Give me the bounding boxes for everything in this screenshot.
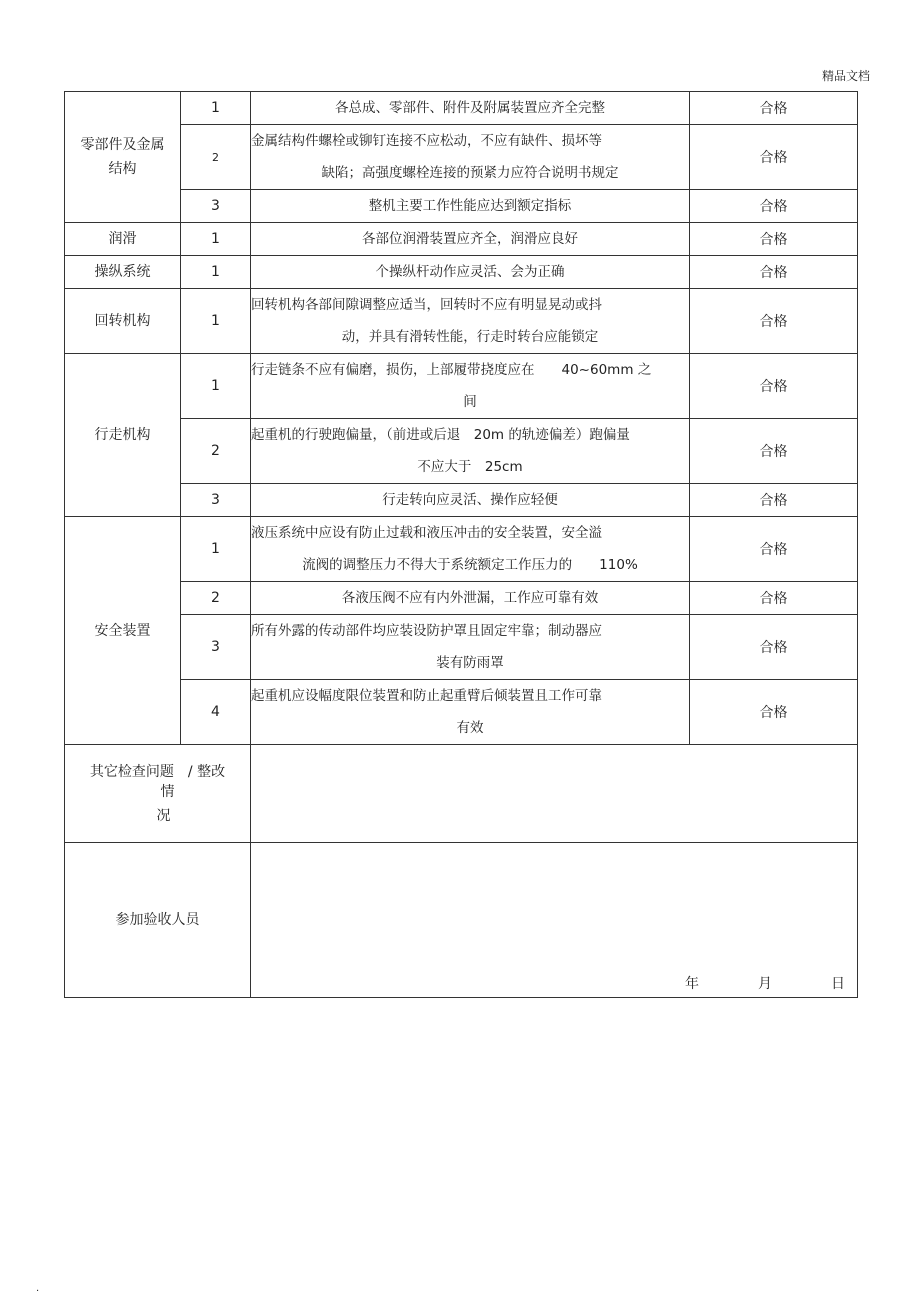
table-row xyxy=(65,615,858,680)
requirement-line: 液压系统中应设有防止过载和液压冲击的安全装置，安全溢 xyxy=(251,525,602,541)
requirement-line: 金属结构件螺栓或铆钉连接不应松动，不应有缺件、损坏等 xyxy=(251,133,602,149)
table-row xyxy=(65,419,858,484)
requirement-text xyxy=(251,484,690,517)
result-cell: 合格 xyxy=(690,680,858,745)
item-number: 2 xyxy=(181,419,251,484)
other-issues-line: 其它检查问题 / 整改 xyxy=(89,763,226,780)
requirement-line: 回转机构各部间隙调整应适当，回转时不应有明显晃动或抖 xyxy=(251,297,602,313)
requirement-line: 流阀的调整压力不得大于系统额定工作压力的 110% xyxy=(302,557,638,573)
requirement-line: 缺陷；高强度螺栓连接的预紧力应符合说明书规定 xyxy=(321,165,619,181)
other-issues-field[interactable] xyxy=(251,745,858,843)
requirement-text xyxy=(251,125,690,190)
table-row xyxy=(65,582,858,615)
requirement-text xyxy=(251,582,690,615)
requirement-line: 间 xyxy=(463,394,477,410)
requirement-text xyxy=(251,223,690,256)
requirement-text xyxy=(251,92,690,125)
requirement-line: 各总成、零部件、附件及附属装置应齐全完整 xyxy=(335,100,605,116)
table-row xyxy=(65,92,858,125)
table-row xyxy=(65,354,858,419)
category-safety: 安全装置 xyxy=(65,517,181,745)
requirement-line: 所有外露的传动部件均应装设防护罩且固定牢靠；制动器应 xyxy=(251,623,602,639)
requirement-text xyxy=(251,517,690,582)
item-number: 1 xyxy=(181,289,251,354)
item-number: 2 xyxy=(181,582,251,615)
requirement-line: 有效 xyxy=(456,720,484,736)
category-label: 结构 xyxy=(108,161,137,177)
item-number: 1 xyxy=(181,256,251,289)
inspection-table xyxy=(64,91,858,998)
requirement-text xyxy=(251,289,690,354)
requirement-text xyxy=(251,615,690,680)
other-issues-line: 况 xyxy=(156,807,171,824)
other-issues-label xyxy=(65,745,251,843)
item-number: 3 xyxy=(181,484,251,517)
requirement-line: 动，并具有滑转性能，行走时转台应能锁定 xyxy=(341,329,599,345)
day-label: 日 xyxy=(831,976,845,992)
result-cell: 合格 xyxy=(690,582,858,615)
requirement-line: 各部位润滑装置应齐全，润滑应良好 xyxy=(362,231,578,247)
month-label: 月 xyxy=(758,976,772,992)
table-row xyxy=(65,223,858,256)
date-line xyxy=(685,973,845,993)
table-row xyxy=(65,289,858,354)
requirement-text xyxy=(251,354,690,419)
table-row xyxy=(65,517,858,582)
requirement-text xyxy=(251,680,690,745)
table-row xyxy=(65,484,858,517)
requirement-text xyxy=(251,419,690,484)
item-number: 3 xyxy=(181,615,251,680)
result-cell: 合格 xyxy=(690,517,858,582)
result-cell: 合格 xyxy=(690,92,858,125)
item-number: 3 xyxy=(181,190,251,223)
table-row xyxy=(65,125,858,190)
requirement-line: 个操纵杆动作应灵活、会为正确 xyxy=(375,264,565,280)
result-cell: 合格 xyxy=(690,190,858,223)
table-row xyxy=(65,190,858,223)
requirement-line: 整机主要工作性能应达到额定指标 xyxy=(368,198,572,214)
category-parts xyxy=(65,92,181,223)
year-label: 年 xyxy=(685,976,699,992)
result-cell: 合格 xyxy=(690,354,858,419)
requirement-text xyxy=(251,190,690,223)
result-cell: 合格 xyxy=(690,256,858,289)
table-row xyxy=(65,256,858,289)
category-lubrication: 润滑 xyxy=(65,223,181,256)
signers-field[interactable] xyxy=(251,843,858,998)
result-cell: 合格 xyxy=(690,419,858,484)
item-number: 1 xyxy=(181,92,251,125)
requirement-line: 起重机的行驶跑偏量，（前进或后退 20m 的轨迹偏差）跑偏量 xyxy=(251,427,630,443)
requirement-line: 行走链条不应有偏磨，损伤，上部履带挠度应在 40~60mm 之 xyxy=(251,362,652,378)
table-row xyxy=(65,843,858,998)
item-number: 1 xyxy=(181,223,251,256)
requirement-line: 起重机应设幅度限位装置和防止起重臂后倾装置且工作可靠 xyxy=(251,688,602,704)
table-row xyxy=(65,745,858,843)
requirement-line: 各液压阀不应有内外泄漏，工作应可靠有效 xyxy=(341,590,599,606)
category-slewing: 回转机构 xyxy=(65,289,181,354)
item-number: 4 xyxy=(181,680,251,745)
category-travel: 行走机构 xyxy=(65,354,181,517)
item-number: 1 xyxy=(181,354,251,419)
signers-label: 参加验收人员 xyxy=(65,843,251,998)
item-number: 1 xyxy=(181,517,251,582)
requirement-line: 不应大于 25cm xyxy=(417,459,523,475)
footer-mark: . xyxy=(36,1283,40,1294)
requirement-line: 行走转向应灵活、操作应轻便 xyxy=(382,492,558,508)
other-issues-line: 情 xyxy=(160,783,175,800)
result-cell: 合格 xyxy=(690,484,858,517)
header-note: 精品文档 xyxy=(821,69,870,83)
table-row xyxy=(65,680,858,745)
result-cell: 合格 xyxy=(690,125,858,190)
category-label: 零部件及金属 xyxy=(80,137,165,153)
result-cell: 合格 xyxy=(690,223,858,256)
item-number: 2 xyxy=(181,125,251,190)
category-control-system: 操纵系统 xyxy=(65,256,181,289)
requirement-line: 装有防雨罩 xyxy=(436,655,504,671)
result-cell: 合格 xyxy=(690,289,858,354)
result-cell: 合格 xyxy=(690,615,858,680)
requirement-text xyxy=(251,256,690,289)
